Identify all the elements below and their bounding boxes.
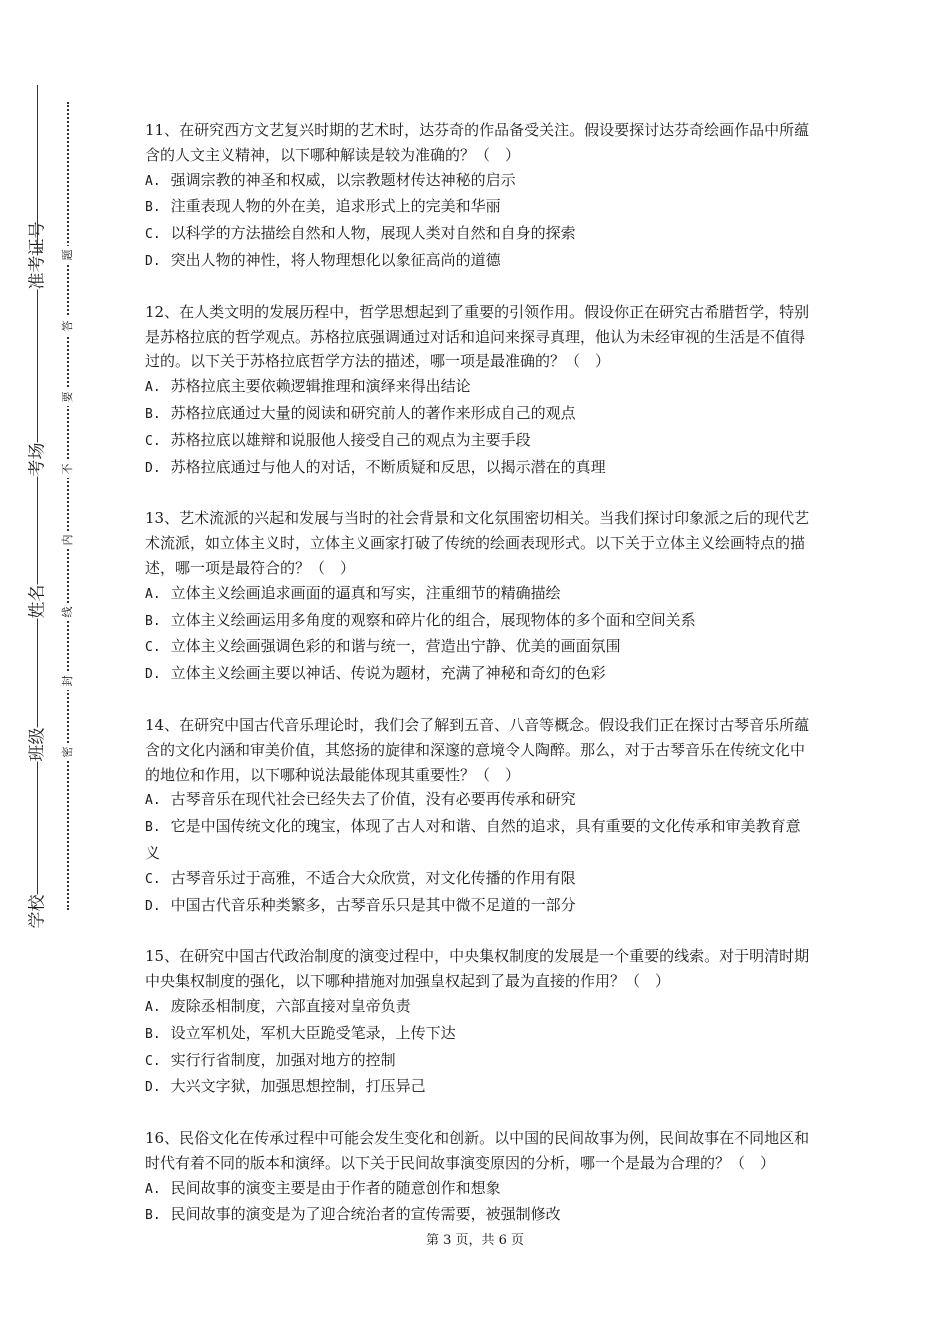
option-text: 立体主义绘画追求画面的逼真和写实，注重细节的精确描绘 xyxy=(170,583,561,602)
option-text: 古琴音乐在现代社会已经失去了价值，没有必要再传承和研究 xyxy=(170,790,576,809)
question-list xyxy=(145,118,810,1254)
option-text: 苏格拉底通过大量的阅读和研究前人的著作来形成自己的观点 xyxy=(170,403,576,422)
option-letter: B. xyxy=(145,200,161,216)
field-label-class: 班级 xyxy=(27,727,48,762)
option-d xyxy=(145,455,810,482)
seal-char: 不 xyxy=(60,460,76,478)
option-a xyxy=(145,787,810,814)
option-b xyxy=(145,401,810,428)
seal-char: 要 xyxy=(60,388,76,406)
option-text: 古琴音乐过于高雅，不适合大众欣赏，对文化传播的作用有限 xyxy=(170,868,576,887)
option-letter: D. xyxy=(145,898,161,914)
option-c xyxy=(145,1048,810,1075)
option-d xyxy=(145,248,810,275)
option-text: 实行行省制度，加强对地方的控制 xyxy=(170,1050,396,1069)
option-text: 大兴文字狱，加强思想控制，打压异己 xyxy=(170,1077,426,1096)
option-d xyxy=(145,661,810,688)
option-a xyxy=(145,168,810,195)
option-c xyxy=(145,221,810,248)
option-letter: C. xyxy=(145,1053,161,1069)
option-letter: B. xyxy=(145,820,161,836)
option-a xyxy=(145,1176,810,1203)
question-stem: 15、在研究中国古代政治制度的演变过程中，中央集权制度的发展是一个重要的线索。对于明清时期中央集权制度的强化，以下哪种措施对加强皇权起到了最为直接的作用？（ ） xyxy=(145,947,810,991)
question-16 xyxy=(145,1126,810,1229)
option-c xyxy=(145,428,810,455)
option-text: 苏格拉底主要依赖逻辑推理和演绎来得出结论 xyxy=(170,377,471,396)
seal-char: 封 xyxy=(60,672,76,690)
field-label-school: 学校 xyxy=(27,894,48,929)
question-stem: 14、在研究中国古代音乐理论时，我们会了解到五音、八音等概念。假设我们正在探讨古琴音乐所蕴含的文化内涵和审美价值，其悠扬的旋律和深邃的意境令人陶醉。那么，对于古琴音乐在传统文化中的地位和作用，以下哪种说法最能体现其重要性？（ ） xyxy=(145,715,810,784)
option-letter: A. xyxy=(145,999,161,1015)
seal-dotted-line xyxy=(67,102,69,910)
option-text: 苏格拉底以雄辩和说服他人接受自己的观点为主要手段 xyxy=(170,430,531,449)
option-letter: A. xyxy=(145,586,161,602)
option-b xyxy=(145,1021,810,1048)
field-label-exam-id: 准考证号 xyxy=(27,221,48,290)
option-text: 立体主义绘画运用多角度的观察和碎片化的组合，展现物体的多个面和空间关系 xyxy=(170,610,696,629)
option-letter: A. xyxy=(145,173,161,189)
option-c xyxy=(145,634,810,661)
option-letter: D. xyxy=(145,253,161,269)
option-text: 苏格拉底通过与他人的对话，不断质疑和反思，以揭示潜在的真理 xyxy=(170,457,606,476)
question-12 xyxy=(145,300,810,482)
seal-char: 内 xyxy=(60,531,76,549)
seal-char: 答 xyxy=(60,317,76,335)
seal-char: 密 xyxy=(60,743,76,761)
field-label-name: 姓名 xyxy=(27,584,48,619)
option-text: 设立军机处，军机大臣跪受笔录，上传下达 xyxy=(170,1023,456,1042)
question-14 xyxy=(145,713,810,919)
binding-margin xyxy=(0,0,100,1344)
option-text: 民间故事的演变是为了迎合统治者的宣传需要，被强制修改 xyxy=(170,1205,561,1224)
option-b xyxy=(145,194,810,221)
binding-solid-line xyxy=(37,85,38,925)
option-letter: D. xyxy=(145,667,161,683)
option-b xyxy=(145,1202,810,1229)
option-letter: C. xyxy=(145,227,161,243)
option-text: 强调宗教的神圣和权威，以宗教题材传达神秘的启示 xyxy=(170,170,516,189)
option-d xyxy=(145,893,810,920)
option-letter: D. xyxy=(145,1080,161,1096)
option-letter: A. xyxy=(145,1181,161,1197)
question-11 xyxy=(145,118,810,275)
option-letter: B. xyxy=(145,406,161,422)
option-text: 中国古代音乐种类繁多，古琴音乐只是其中微不足道的一部分 xyxy=(170,895,576,914)
option-a xyxy=(145,581,810,608)
option-d xyxy=(145,1074,810,1101)
option-c xyxy=(145,866,810,893)
seal-char: 题 xyxy=(60,246,76,264)
option-text: 立体主义绘画强调色彩的和谐与统一，营造出宁静、优美的画面氛围 xyxy=(170,637,621,656)
option-text: 以科学的方法描绘自然和人物，展现人类对自然和自身的探索 xyxy=(170,224,576,243)
option-a xyxy=(145,374,810,401)
question-15 xyxy=(145,944,810,1101)
option-letter: B. xyxy=(145,1208,161,1224)
option-b xyxy=(145,608,810,635)
option-text: 它是中国传统文化的瑰宝，体现了古人对和谐、自然的追求，具有重要的文化传承和审美教育意义 xyxy=(145,817,801,862)
option-text: 民间故事的演变主要是由于作者的随意创作和想象 xyxy=(170,1178,501,1197)
seal-char: 线 xyxy=(60,603,76,621)
option-text: 突出人物的神性，将人物理想化以象征高尚的道德 xyxy=(170,250,501,269)
question-stem: 13、艺术流派的兴起和发展与当时的社会背景和文化氛围密切相关。当我们探讨印象派之后的现代艺术流派，如立体主义时，立体主义画家打破了传统的绘画表现形式。以下关于立体主义绘画特点的描述，哪一项是最符合的？（ ） xyxy=(145,509,810,577)
option-letter: D. xyxy=(145,460,161,476)
question-stem: 16、民俗文化在传承过程中可能会发生变化和创新。以中国的民间故事为例，民间故事在不同地区和时代有着不同的版本和演绎。以下关于民间故事演变原因的分析，哪一个是最为合理的？（ ） xyxy=(145,1129,810,1172)
option-letter: A. xyxy=(145,380,161,396)
option-text: 废除丞相制度，六部直接对皇帝负责 xyxy=(170,996,411,1015)
option-letter: C. xyxy=(145,640,161,656)
question-stem: 12、在人类文明的发展历程中，哲学思想起到了重要的引领作用。假设你正在研究古希腊哲学，特别是苏格拉底的哲学观点。苏格拉底强调通过对话和追问来探寻真理，他认为未经审视的生活是不值得过的。以下关于苏格拉底哲学方法的描述，哪一项是最准确的？（ ） xyxy=(145,302,810,371)
option-text: 立体主义绘画主要以神话、传说为题材，充满了神秘和奇幻的色彩 xyxy=(170,664,606,683)
option-letter: B. xyxy=(145,613,161,629)
page-footer: 第 3 页，共 6 页 xyxy=(425,1233,525,1248)
question-stem: 11、在研究西方文艺复兴时期的艺术时，达芬奇的作品备受关注。假设要探讨达芬奇绘画作品中所蕴含的人文主义精神，以下哪种解读是较为准确的？（ ） xyxy=(145,121,810,164)
option-letter: C. xyxy=(145,871,161,887)
option-letter: B. xyxy=(145,1026,161,1042)
question-13 xyxy=(145,506,810,688)
option-a xyxy=(145,994,810,1021)
option-letter: C. xyxy=(145,433,161,449)
option-letter: A. xyxy=(145,793,161,809)
field-label-exam-room: 考场 xyxy=(27,442,48,477)
option-b xyxy=(145,814,810,866)
option-text: 注重表现人物的外在美，追求形式上的完美和华丽 xyxy=(170,197,501,216)
